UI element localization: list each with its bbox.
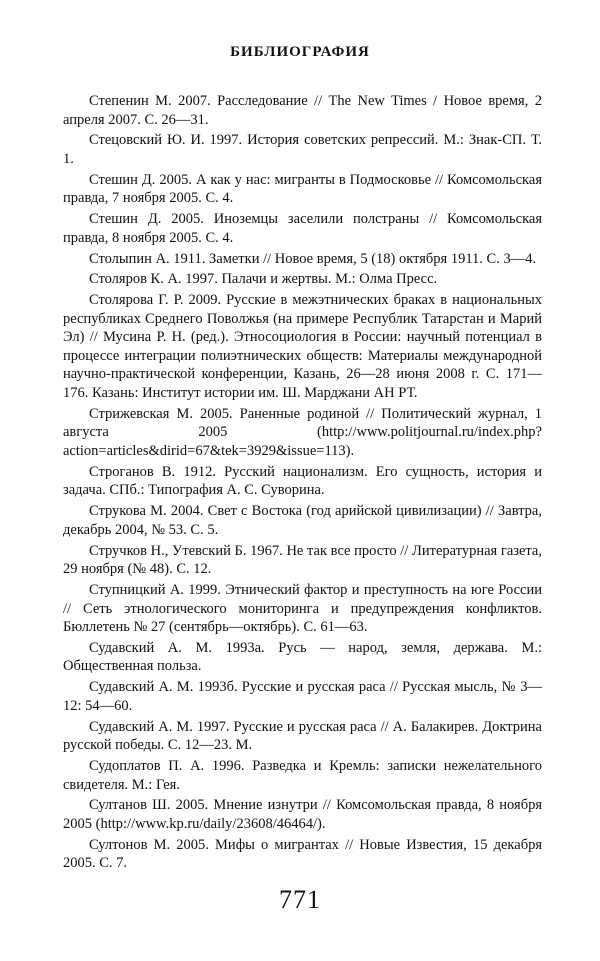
page-number: 771 <box>279 885 321 914</box>
bibliography-entry: Стручков Н., Утевский Б. 1967. Не так все просто // Литературная газета, 29 ноября (№ 48). С. 12. <box>63 542 542 578</box>
bibliography-entry: Султанов Ш. 2005. Мнение изнутри // Комсомольская правда, 8 ноября 2005 (http://www.kp.ru/daily/23608/46464/). <box>63 797 542 832</box>
bibliography-entry: Судавский А. М. 1993а. Русь — народ, земля, держава. М.: Общественная польза. <box>63 639 542 675</box>
bibliography-entry: Стрижевская М. 2005. Раненные родиной // Политический журнал, 1 августа 2005 (http://www.politjournal.ru/index.php?action=articles&dirid=67&tek=3929&issue=113). <box>63 405 542 459</box>
bibliography-entry: Степенин М. 2007. Расследование // The New Times / Новое время, 2 апреля 2007. С. 26—31. <box>63 93 542 128</box>
bibliography-entry: Столярова Г. Р. 2009. Русские в межэтнических браках в национальных республиках Среднего Поволжья (на примере Республик Татарстан и Марий Эл) // Мусина Р. Н. (ред.). Этносоциология в России: научный потенциал в процессе интеграции полиэтнических обществ: Материалы международной научно-практической конференции, Казань, 26—28 июня 2008 г. С. 171—176. Казань: Институт истории им. Ш. Марджани АН РТ. <box>63 292 542 402</box>
bibliography-list <box>63 92 542 875</box>
running-title: БИБЛИОГРАФИЯ <box>230 44 370 60</box>
bibliography-entry: Султонов М. 2005. Мифы о мигрантах // Новые Известия, 15 декабря 2005. С. 7. <box>63 836 542 872</box>
bibliography-entry: Струкова М. 2004. Свет с Востока (год арийской цивилизации) // Завтра, декабрь 2004, № 53. С. 5. <box>63 503 542 538</box>
bibliography-entry: Стешин Д. 2005. А как у нас: мигранты в Подмосковье // Комсомольская правда, 7 ноября 2005. С. 4. <box>63 171 542 207</box>
bibliography-entry: Стешин Д. 2005. Иноземцы заселили полстраны // Комсомольская правда, 8 ноября 2005. С. 4. <box>63 211 542 246</box>
bibliography-entry: Ступницкий А. 1999. Этнический фактор и преступность на юге России // Сеть этнологического мониторинга и предупреждения конфликтов. Бюллетень № 27 (сентябрь—октябрь). С. 61—63. <box>63 581 542 636</box>
bibliography-entry: Строганов В. 1912. Русский национализм. Его сущность, история и задача. СПб.: Типография А. С. Суворина. <box>63 463 542 499</box>
bibliography-entry: Судоплатов П. А. 1996. Разведка и Кремль: записки нежелательного свидетеля. М.: Гея. <box>63 758 542 793</box>
bibliography-entry: Судавский А. М. 1997. Русские и русская раса // А. Балакирев. Доктрина русской победы. С. 12—23. М. <box>63 718 542 754</box>
bibliography-entry: Столяров К. А. 1997. Палачи и жертвы. М.: Олма Пресс. <box>89 271 438 288</box>
bibliography-entry: Столыпин А. 1911. Заметки // Новое время, 5 (18) октября 1911. С. 3—4. <box>89 250 537 267</box>
bibliography-entry: Судавский А. М. 1993б. Русские и русская раса // Русская мысль, № 3—12: 54—60. <box>63 679 542 714</box>
bibliography-entry: Стецовский Ю. И. 1997. История советских репрессий. М.: Знак-СП. Т. 1. <box>63 132 542 167</box>
